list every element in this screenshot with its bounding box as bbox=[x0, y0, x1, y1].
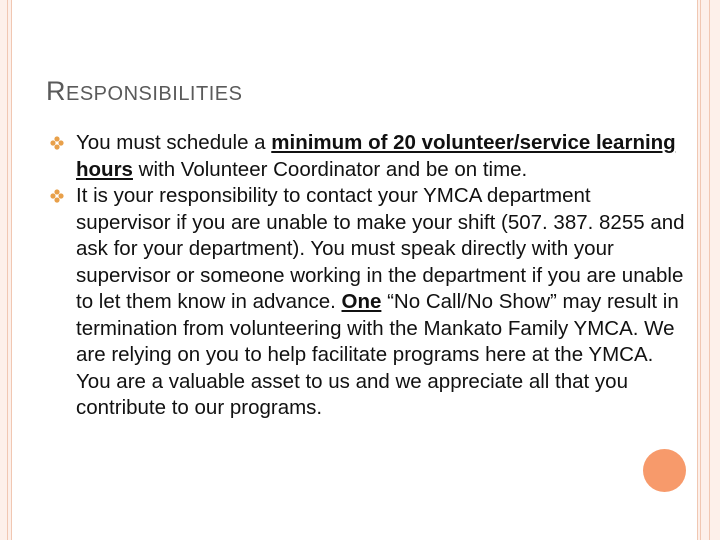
bullet1-text-pre: You must schedule a bbox=[76, 131, 272, 154]
bullet2-emphasis: One bbox=[341, 290, 382, 313]
bullet1-text-post: with Volunteer Coordinator and be on time. bbox=[132, 157, 528, 181]
left-border-stripe bbox=[3, 0, 8, 540]
slide-title bbox=[46, 76, 242, 107]
title-first-letter: R bbox=[46, 76, 66, 106]
orange-circle-decoration bbox=[643, 449, 686, 492]
bullet-list bbox=[50, 130, 690, 422]
bullet2-text-pre: It is your responsibility to contact your YMCA department supervisor if you are unable to make your shift (507. 387. 8255 and ask for your department). You must speak directly with your supervisor or someone working in the department if you are unable to let them know in advance. bbox=[76, 184, 685, 313]
title-rest: ESPONSIBILITIES bbox=[66, 83, 243, 105]
right-border-stripe bbox=[700, 0, 710, 540]
bullet-item-responsibility bbox=[50, 183, 690, 422]
flower-bullet-icon bbox=[50, 136, 64, 150]
bullet1-emphasis: minimum of 20 volunteer/service learning hours bbox=[76, 131, 676, 181]
flower-bullet-icon bbox=[50, 189, 64, 203]
bullet2-text-post: “No Call/No Show” may result in termination from volunteering with the Mankato Family YMCA. We are relying on you to help facilitate programs here at the YMCA. You are a valuable asset to us and we appreciate all that you contribute to our programs. bbox=[76, 290, 679, 419]
bullet-item-schedule bbox=[50, 130, 690, 183]
